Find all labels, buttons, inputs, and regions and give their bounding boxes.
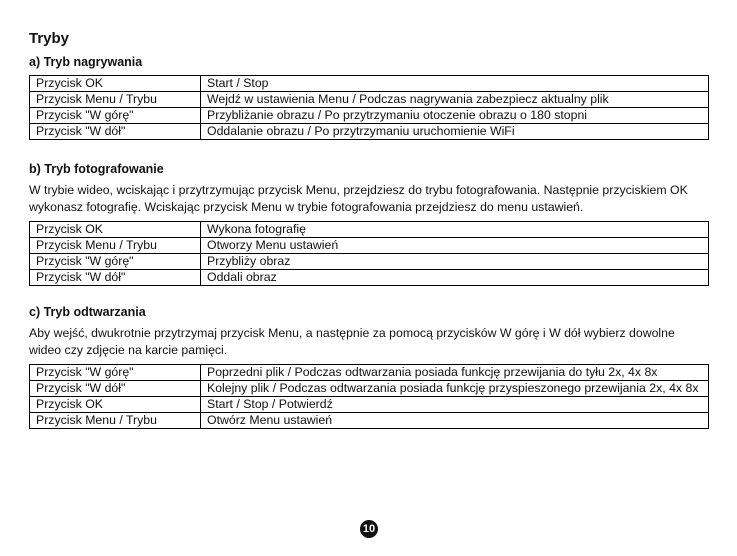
table-row bbox=[30, 381, 709, 397]
table-row bbox=[30, 222, 709, 238]
table-row bbox=[30, 254, 709, 270]
button-name-cell: Przycisk Menu / Trybu bbox=[30, 238, 201, 254]
table-row bbox=[30, 413, 709, 429]
button-function-cell: Start / Stop bbox=[201, 76, 709, 92]
button-name-cell: Przycisk "W dół" bbox=[30, 270, 201, 286]
button-function-cell: Otwórz Menu ustawień bbox=[201, 413, 709, 429]
page-title: Tryby bbox=[29, 30, 70, 47]
section-playback-mode bbox=[29, 304, 709, 429]
table-row bbox=[30, 124, 709, 140]
section-heading-recording: a) Tryb nagrywania bbox=[29, 55, 143, 69]
table-row bbox=[30, 108, 709, 124]
section-heading-playback: c) Tryb odtwarzania bbox=[29, 305, 146, 319]
section-photo-mode bbox=[29, 161, 709, 286]
table-row bbox=[30, 238, 709, 254]
button-function-cell: Oddalanie obrazu / Po przytrzymaniu uruchomienie WiFi bbox=[201, 124, 709, 140]
button-name-cell: Przycisk OK bbox=[30, 397, 201, 413]
button-name-cell: Przycisk OK bbox=[30, 222, 201, 238]
photo-buttons-table bbox=[29, 221, 709, 286]
page-number-badge: 10 bbox=[360, 520, 378, 538]
button-name-cell: Przycisk "W górę" bbox=[30, 108, 201, 124]
button-function-cell: Otworzy Menu ustawień bbox=[201, 238, 709, 254]
button-function-cell: Kolejny plik / Podczas odtwarzania posiada funkcję przyspieszonego przewijania 2x, 4x 8x bbox=[201, 381, 709, 397]
table-row bbox=[30, 92, 709, 108]
playback-buttons-table bbox=[29, 364, 709, 429]
button-name-cell: Przycisk "W górę" bbox=[30, 365, 201, 381]
button-function-cell: Poprzedni plik / Podczas odtwarzania posiada funkcję przewijania do tyłu 2x, 4x 8x bbox=[201, 365, 709, 381]
button-name-cell: Przycisk Menu / Trybu bbox=[30, 413, 201, 429]
button-name-cell: Przycisk Menu / Trybu bbox=[30, 92, 201, 108]
section-description-photo: W trybie wideo, wciskając i przytrzymując przycisk Menu, przejdziesz do trybu fotografowania. Następnie przyciskiem OK wykonasz fotografię. Wciskając przycisk Menu w trybie fotografowania przejdziesz do menu ustawień. bbox=[29, 183, 688, 214]
button-function-cell: Oddali obraz bbox=[201, 270, 709, 286]
button-function-cell: Przybliżanie obrazu / Po przytrzymaniu otoczenie obrazu o 180 stopni bbox=[201, 108, 709, 124]
manual-page bbox=[29, 30, 709, 429]
table-row bbox=[30, 270, 709, 286]
button-function-cell: Wejdź w ustawienia Menu / Podczas nagrywania zabezpiecz aktualny plik bbox=[201, 92, 709, 108]
table-row bbox=[30, 76, 709, 92]
section-recording-mode bbox=[29, 54, 709, 140]
section-heading-photo: b) Tryb fotografowanie bbox=[29, 162, 164, 176]
table-row bbox=[30, 397, 709, 413]
button-name-cell: Przycisk "W dół" bbox=[30, 381, 201, 397]
button-function-cell: Start / Stop / Potwierdź bbox=[201, 397, 709, 413]
recording-buttons-table bbox=[29, 75, 709, 140]
button-function-cell: Wykona fotografię bbox=[201, 222, 709, 238]
button-name-cell: Przycisk "W górę" bbox=[30, 254, 201, 270]
button-name-cell: Przycisk "W dół" bbox=[30, 124, 201, 140]
button-name-cell: Przycisk OK bbox=[30, 76, 201, 92]
button-function-cell: Przybliży obraz bbox=[201, 254, 709, 270]
table-row bbox=[30, 365, 709, 381]
section-description-playback: Aby wejść, dwukrotnie przytrzymaj przycisk Menu, a następnie za pomocą przycisków W górę i W dół wybierz dowolne wideo czy zdjęcie na karcie pamięci. bbox=[29, 326, 675, 357]
